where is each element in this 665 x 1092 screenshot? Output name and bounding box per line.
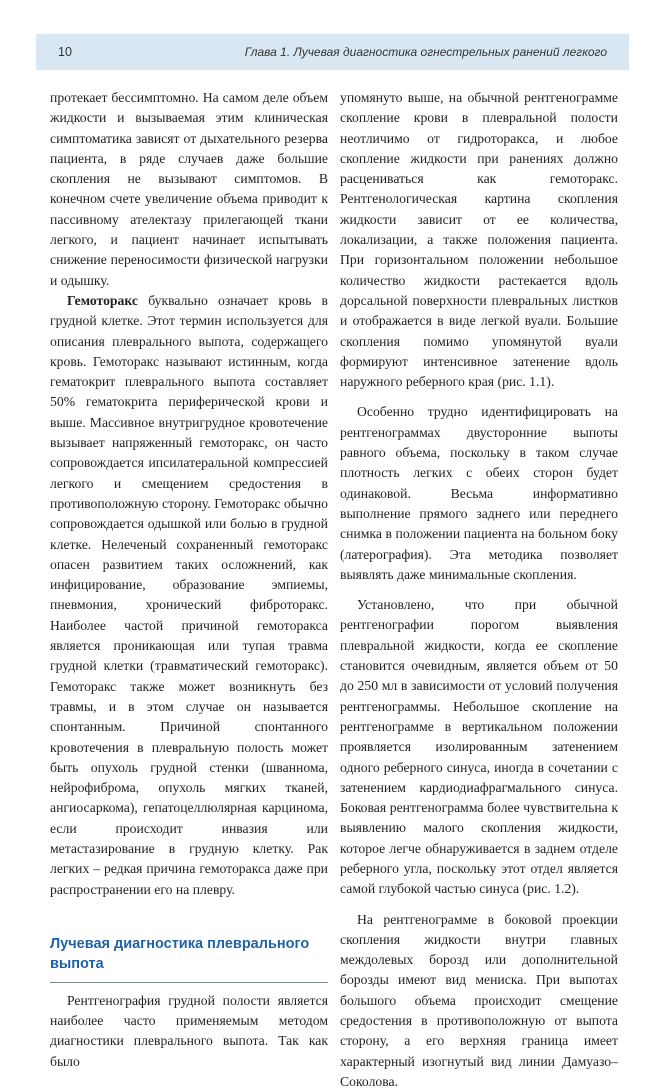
- section-divider: [50, 982, 328, 983]
- paragraph-text: буквально означает кровь в грудной клетке. Этот термин используется для описания плеврального выпота, содержащего кровь. Гемоторакс называют истинным, когда гематокрит плеврального выпота составляет 50% гематокрита периферической крови и выше. Массивное внутригрудное кровотечение вызывает напряженный гемоторакс, он часто сопровождается ипсилатеральной компрессией легкого и смещением средостения в противоположную сторону. Гемоторакс обычно сопровождается одышкой или болью в грудной клетке. Нелеченый сохраненный гемоторакс опасен развитием таких осложнений, как инфицирование, образование эмпиемы, пневмония, хронический фиброторакс. Наиболее частой причиной гемоторакса является проникающая или тупая травма грудной клетки (травматический гемоторакс). Гемоторакс также может возникнуть без травмы, и в этом случае он называется спонтанным. Причиной спонтанного кровотечения в плевральную полость может быть опухоль грудной стенки (шваннома, нейрофиброма, опухоль мягких тканей, ангиосаркома), гепатоцеллюлярная карцинома, если происходит инвазия или метастазирование в грудную клетку. Рак легких – редкая причина гемоторакса даже при распространении его на плевру.: [50, 292, 328, 897]
- chapter-title: Глава 1. Лучевая диагностика огнестрельных ранений легкого: [244, 45, 607, 59]
- term-hemothorax: Гемоторакс: [67, 292, 139, 308]
- paragraph: упомянуто выше, на обычной рентгенограмме скопление крови в плевральной полости неотличимо от гидроторакса, и любое скопление жидкости при ранениях должно расцениваться как гемоторакс. Рентгенологическая картина скопления жидкости зависит от ее количества, локализации, а также положения пациента. При горизонтальном положении небольшое количество жидкости растекается вдоль дорсальной поверхности плевральных листков и отображается в виде легкой вуали. Большие скопления помимо упомянутой вуали формируют интенсивное затенение вдоль наружного реберного края (рис. 1.1).: [340, 90, 618, 390]
- page-header: [36, 34, 629, 70]
- left-column: [50, 88, 328, 1072]
- section-title: Лучевая диагностика плеврального выпота: [50, 935, 310, 972]
- page-number: 10: [58, 45, 72, 59]
- paragraph: Особенно трудно идентифицировать на рентгенограммах двусторонние выпоты равного объема, поскольку в таком случае плотность легких с обеих сторон будет одинаковой. Весьма информативно выполнение прямого заднего или переднего снимка в положении пациента на больном боку (латерография). Эта методика позволяет выявлять даже минимальные скопления.: [340, 404, 618, 582]
- paragraph: протекает бессимптомно. На самом деле объем жидкости и вызываемая этим клиническая симптоматика зависят от дыхательного резерва пациента, в ряде случаев даже большие скопления не вызывают симптомов. В конечном счете увеличение объема приводит к пассивному ателектазу прилегающей ткани легкого, и пациент начинает испытывать снижение переносимости физической нагрузки и одышку.: [50, 90, 328, 288]
- right-column: [340, 88, 618, 1092]
- paragraph: Установлено, что при обычной рентгенографии порогом выявления плевральной жидкости, когда ее скопление становится очевидным, является объем от 50 до 250 мл в зависимости от условий получения рентгенограммы. Небольшое скопление на рентгенограмме в вертикальном положении проявляется изолированным затенением одного реберного синуса, иногда в сочетании с затенением кардиодиафрагмального синуса. Боковая рентгенограмма более чувствительна к выявлению малого скопления жидкости, которое легче обнаруживается в заднем отделе реберного угла, поскольку этот отдел является самой глубокой частью синуса (рис. 1.2).: [340, 597, 618, 897]
- paragraph: На рентгенограмме в боковой проекции скопления жидкости внутри главных междолевых борозд или дополнительной борозды имеют вид мениска. При выпотах большого объема происходит смещение средостения в противоположную от выпота сторону, а его верхняя граница имеет характерный изогнутый вид линии Дамуазо–Соколова.: [340, 911, 618, 1089]
- paragraph-hemothorax: [50, 291, 328, 900]
- paragraph: Рентгенография грудной полости является наиболее часто применяемым методом диагностики плеврального выпота. Так как было: [50, 992, 328, 1069]
